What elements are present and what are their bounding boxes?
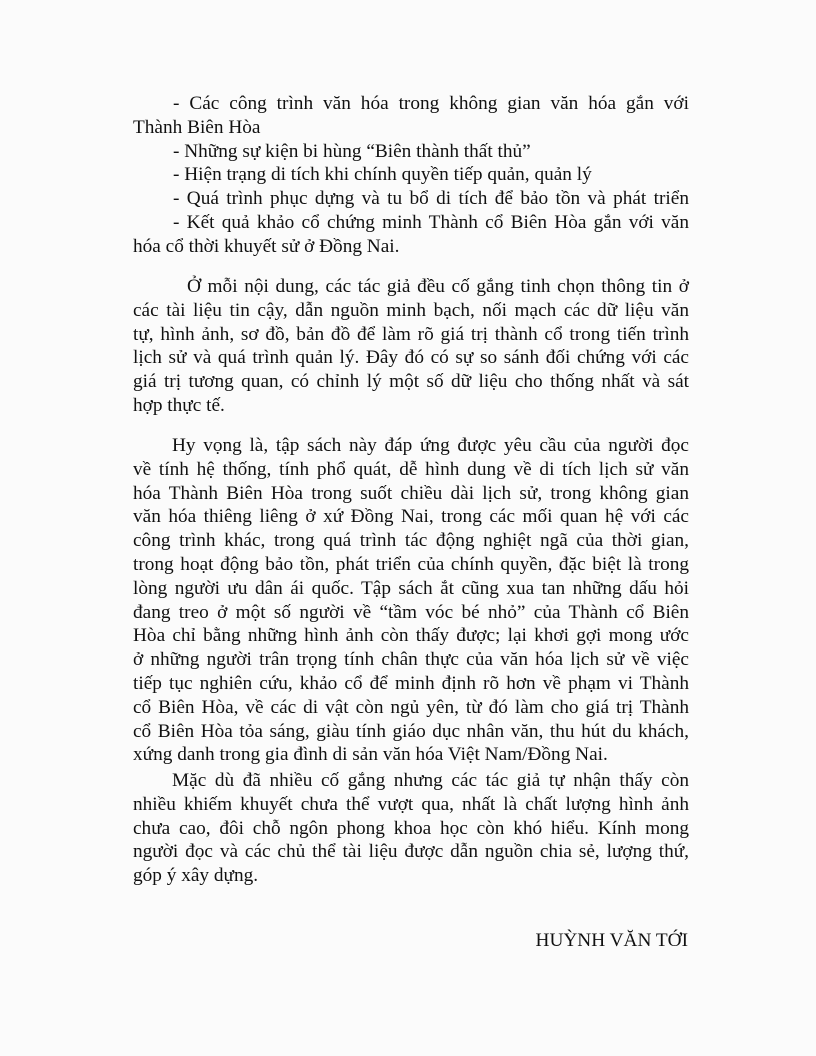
text-line: văn hóa thiêng liêng ở xứ Đồng Nai, trong các mối quan hệ với các — [133, 506, 689, 528]
text-line: lòng người ưu dân ái quốc. Tập sách ắt cũng xua tan những dấu hỏi — [133, 577, 689, 599]
text-line: hóa Thành Biên Hòa trong suốt chiều dài lịch sử, trong không gian — [133, 482, 689, 504]
text-line: - Những sự kiện bi hùng “Biên thành thất thủ” — [173, 140, 531, 162]
text-line: các tài liệu tin cậy, dẫn nguồn minh bạch, nối mạch các dữ liệu văn — [133, 299, 689, 321]
text-line: hóa cổ thời khuyết sử ở Đồng Nai. — [133, 235, 400, 257]
text-line: - Các công trình văn hóa trong không gian văn hóa gắn với — [173, 93, 689, 114]
paragraph-content-list — [133, 92, 689, 259]
text-line: hợp thực tế. — [133, 394, 225, 416]
text-line: ở những người trân trọng tính chân thực của văn hóa lịch sử về việc — [133, 649, 689, 671]
text-line: Mặc dù đã nhiều cố gắng nhưng các tác giả tự nhận thấy còn — [172, 770, 689, 791]
text-line: chưa cao, đôi chỗ ngôn phong khoa học còn khó hiểu. Kính mong — [133, 817, 689, 839]
text-line: nhiều khiếm khuyết chưa thể vượt qua, nhất là chất lượng hình ảnh — [133, 793, 689, 815]
text-line: - Hiện trạng di tích khi chính quyền tiếp quản, quản lý — [173, 164, 592, 186]
text-line: đang treo ở một số người về “tầm vóc bé nhỏ” của Thành cổ Biên — [133, 601, 689, 623]
text-line: Thành Biên Hòa — [133, 116, 261, 138]
text-line: tự, hình ảnh, sơ đồ, bản đồ để làm rõ giá trị thành cổ trong tiến trình — [133, 323, 689, 345]
author-signature: HUỲNH VĂN TỚI — [535, 930, 688, 951]
text-line: giá trị tương quan, có chỉnh lý một số dữ liệu cho thống nhất và sát — [133, 371, 689, 393]
text-line: trong hoạt động bảo tồn, phát triển của chính quyền, đặc biệt là trong — [133, 553, 689, 575]
text-line: - Kết quả khảo cổ chứng minh Thành cổ Biên Hòa gắn với văn — [173, 211, 689, 233]
text-line: Ở mỗi nội dung, các tác giả đều cố gắng tinh chọn thông tin ở — [187, 276, 689, 297]
paragraph-methodology — [133, 275, 689, 418]
text-line: xứng danh trong gia đình di sản văn hóa Việt Nam/Đồng Nai. — [133, 744, 608, 766]
text-line: Hòa chỉ bằng những hình ảnh còn thấy được; lại khơi gợi mong ước — [133, 625, 689, 647]
text-line: cổ Biên Hòa tỏa sáng, giàu tính giáo dục nhân văn, thu hút du khách, — [133, 720, 689, 742]
paragraph-apology — [133, 769, 689, 888]
text-line: cổ Biên Hòa, về các di vật còn ngủ yên, từ đó làm cho giá trị Thành — [133, 696, 689, 718]
text-line: tiếp tục nghiên cứu, khảo cổ để minh định rõ hơn về phạm vi Thành — [133, 672, 689, 694]
text-line: - Quá trình phục dựng và tu bổ di tích để bảo tồn và phát triển — [173, 188, 689, 210]
text-line: về tính hệ thống, tính phổ quát, dễ hình dung về di tích lịch sử văn — [133, 458, 689, 480]
text-line: lịch sử và quá trình quản lý. Đây đó có sự so sánh đối chứng với các — [133, 347, 689, 369]
text-line: công trình khác, trong quá trình tác động nghiệt ngã của thời gian, — [133, 530, 689, 552]
paragraph-hope — [133, 434, 689, 767]
text-line: Hy vọng là, tập sách này đáp ứng được yêu cầu của người đọc — [172, 435, 689, 456]
text-line: góp ý xây dựng. — [133, 865, 259, 887]
text-line: người đọc và các chủ thể tài liệu được dẫn nguồn chia sẻ, lượng thứ, — [133, 841, 689, 863]
